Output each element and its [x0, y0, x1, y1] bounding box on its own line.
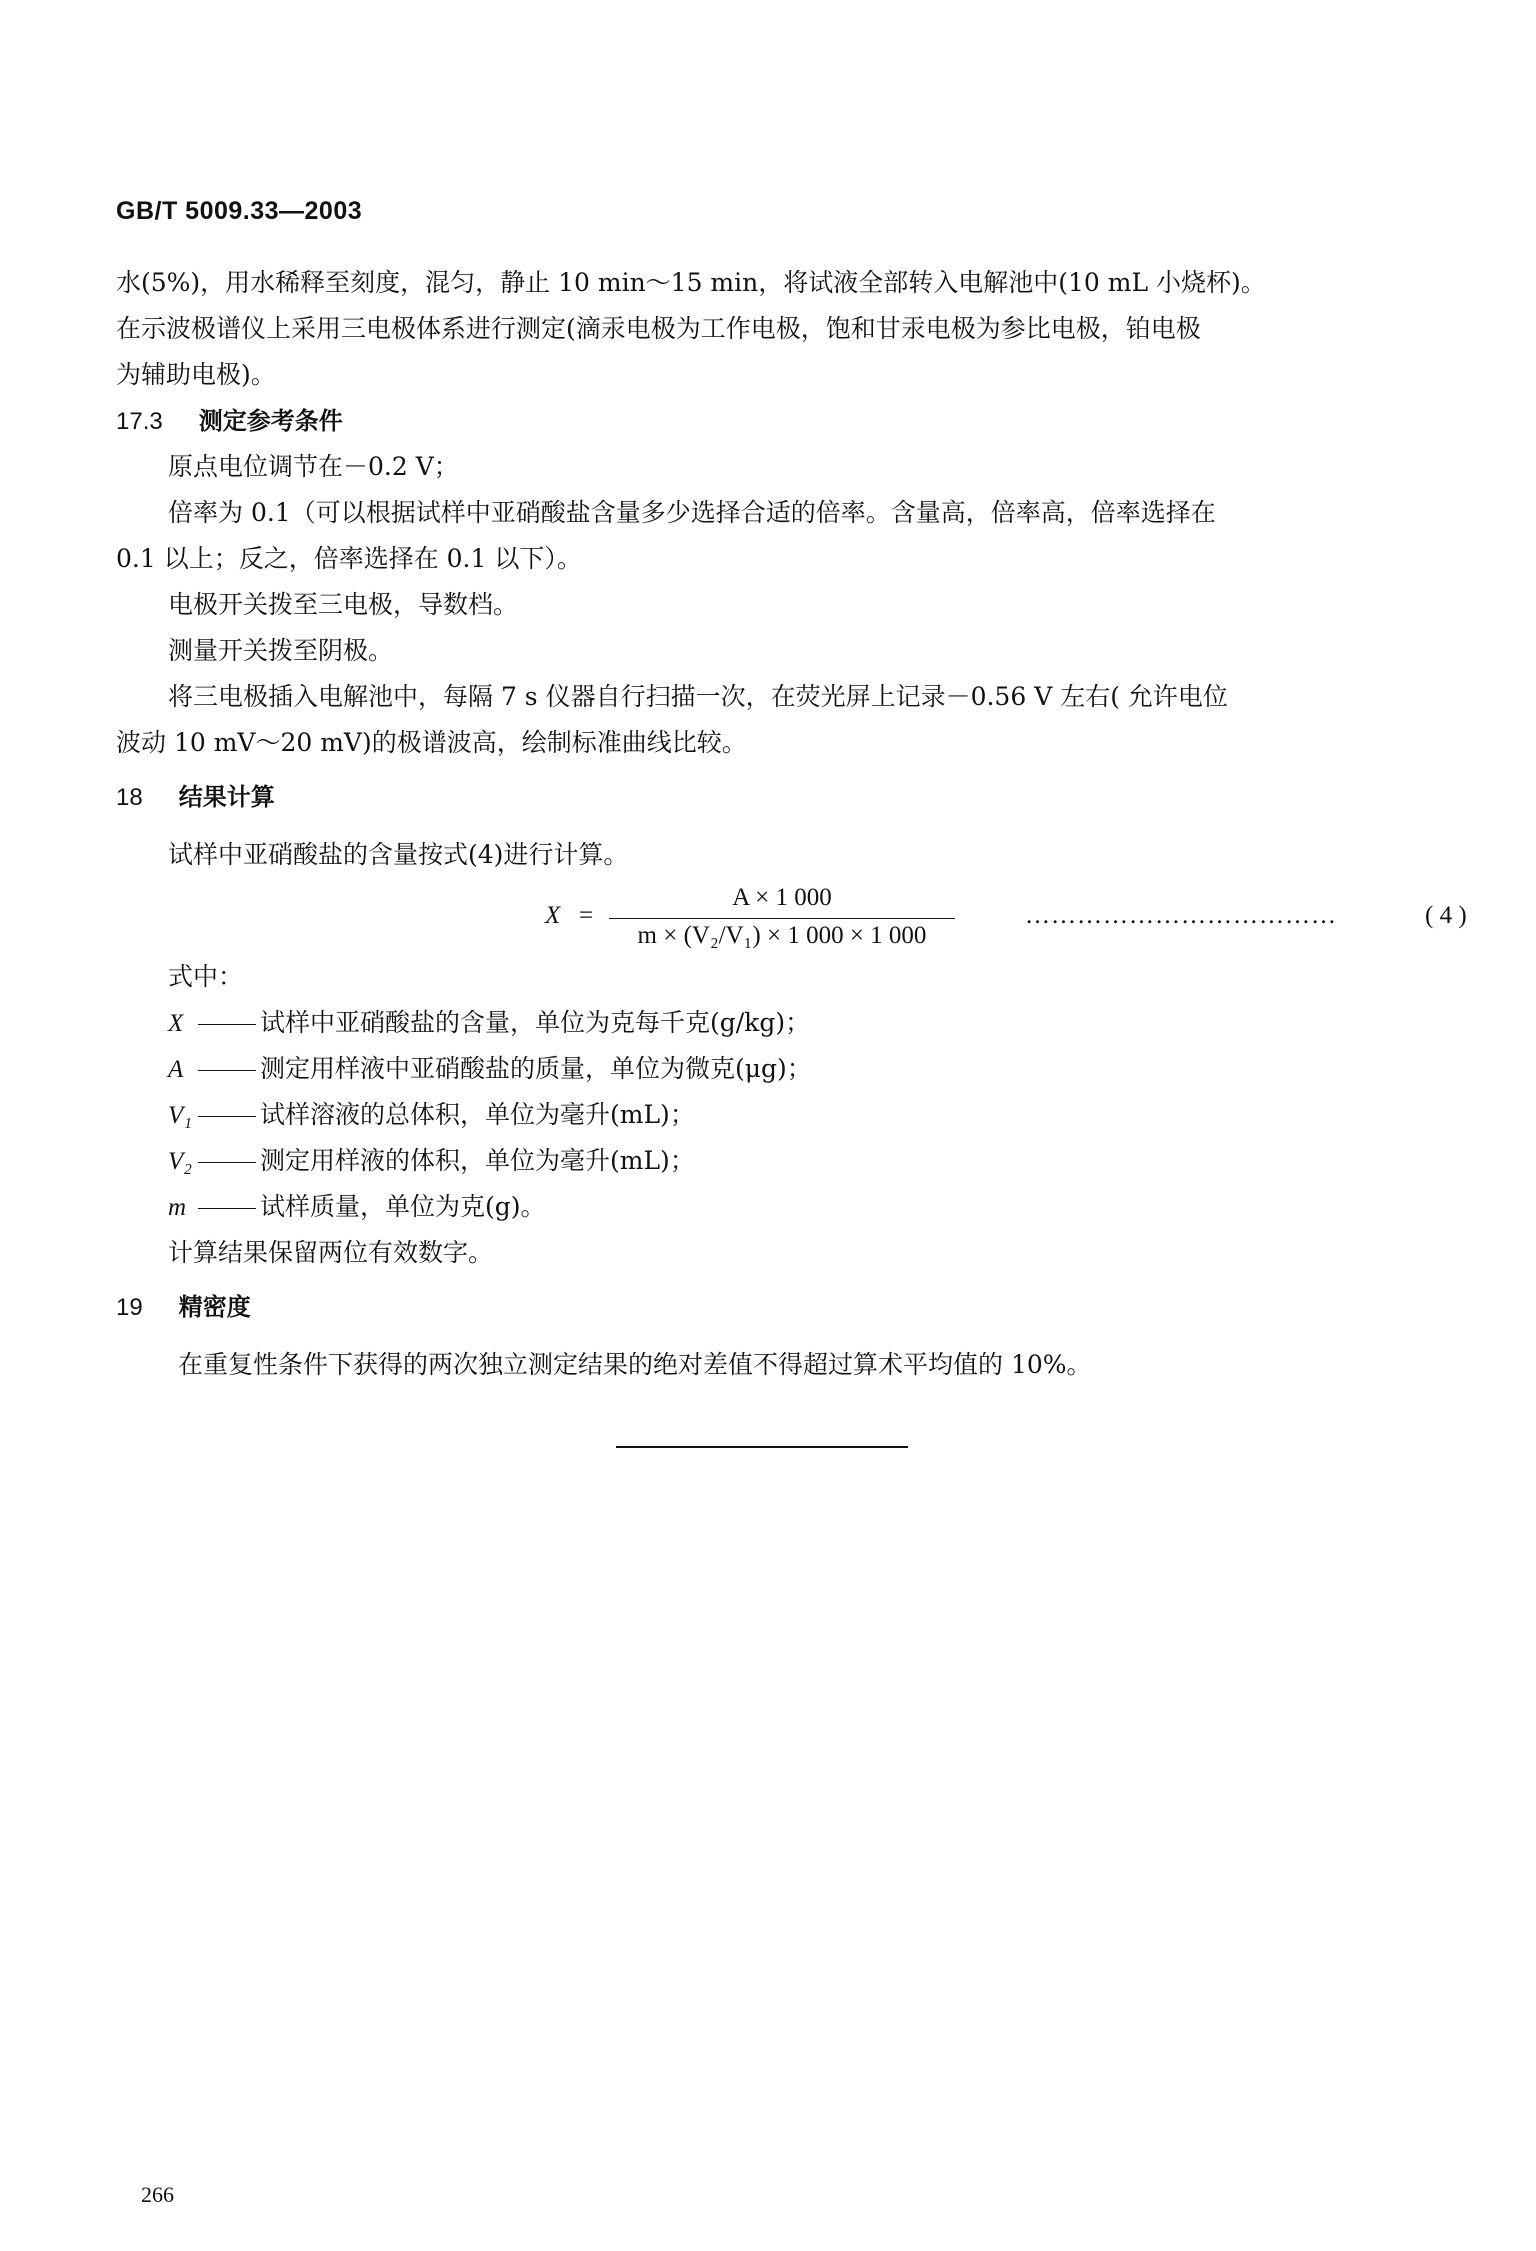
formula-intro: 试样中亚硝酸盐的含量按式(4)进行计算。 — [168, 840, 629, 869]
section-number: 19 — [116, 1294, 143, 1321]
paragraph-line: 水(5%)，用水稀释至刻度，混匀，静止 10 min～15 min，将试液全部转入电解池中(10 mL 小烧杯)。 — [116, 268, 1266, 297]
section-heading-18 — [116, 782, 275, 813]
definition-text: 试样中亚硝酸盐的含量，单位为克每千克(g/kg)； — [260, 1008, 811, 1037]
section-title: 精密度 — [178, 1293, 251, 1321]
dash-rule — [198, 1116, 256, 1117]
condition-line: 原点电位调节在－0.2 V； — [168, 452, 459, 481]
dash-rule — [198, 1208, 256, 1209]
section-number: 17.3 — [116, 408, 163, 435]
paragraph-line: 为辅助电极)。 — [116, 360, 276, 389]
condition-line: 0.1 以上；反之，倍率选择在 0.1 以下）。 — [116, 544, 582, 573]
definition-v2 — [168, 1146, 695, 1177]
dash-rule — [198, 1070, 256, 1071]
condition-line: 测量开关拨至阴极。 — [168, 636, 394, 665]
section-number: 18 — [116, 784, 143, 811]
section-title: 结果计算 — [178, 783, 275, 811]
paragraph-line: 在示波极谱仪上采用三电极体系进行测定(滴汞电极为工作电极，饱和甘汞电极为参比电极，铂电极 — [116, 314, 1201, 343]
definition-text: 测定用样液中亚硝酸盐的质量，单位为微克(μg)； — [260, 1054, 812, 1083]
end-rule — [616, 1446, 908, 1448]
formula-numerator: A × 1 000 — [732, 884, 832, 911]
page-number: 266 — [141, 2182, 174, 2207]
formula-equals: = — [579, 902, 594, 929]
definition-x — [168, 1008, 810, 1039]
condition-line: 倍率为 0.1（可以根据试样中亚硝酸盐含量多少选择合适的倍率。含量高，倍率高，倍率选择在 — [168, 498, 1216, 527]
fraction-bar — [609, 918, 955, 919]
formula-4 — [545, 884, 1535, 954]
definition-text: 测定用样液的体积，单位为毫升(mL)； — [260, 1146, 695, 1175]
symbol: V₂ — [168, 1148, 192, 1175]
symbol: X — [168, 1010, 184, 1037]
symbol: V₁ — [168, 1102, 192, 1129]
equation-number: ( 4 ) — [1425, 902, 1467, 929]
symbol: A — [168, 1056, 184, 1083]
section-heading-19 — [116, 1292, 251, 1323]
definition-v1 — [168, 1100, 695, 1131]
condition-line: 将三电极插入电解池中，每隔 7 s 仪器自行扫描一次，在荧光屏上记录－0.56 V 左右( 允许电位 — [168, 682, 1228, 711]
definition-a — [168, 1054, 812, 1085]
dash-rule — [198, 1162, 256, 1163]
definition-text: 试样溶液的总体积，单位为毫升(mL)； — [260, 1100, 695, 1129]
condition-line: 波动 10 mV～20 mV)的极谱波高，绘制标准曲线比较。 — [116, 728, 747, 757]
precision-text: 在重复性条件下获得的两次独立测定结果的绝对差值不得超过算术平均值的 10%。 — [178, 1350, 1092, 1379]
definition-text: 试样质量，单位为克(g)。 — [260, 1192, 546, 1221]
section-heading-17-3 — [116, 406, 343, 437]
section-title: 测定参考条件 — [198, 407, 343, 435]
definition-m — [168, 1192, 546, 1223]
where-label: 式中： — [168, 962, 244, 991]
standard-code-header: GB/T 5009.33—2003 — [116, 197, 363, 225]
retain-note: 计算结果保留两位有效数字。 — [168, 1238, 494, 1267]
formula-leader-dots: ……………………………… — [1025, 902, 1337, 929]
formula-denominator: m × (V₂/V₁) × 1 000 × 1 000 — [637, 922, 927, 949]
formula-lhs: X — [545, 902, 561, 929]
dash-rule — [198, 1024, 256, 1025]
symbol: m — [168, 1194, 187, 1221]
condition-line: 电极开关拨至三电极，导数档。 — [168, 590, 519, 619]
